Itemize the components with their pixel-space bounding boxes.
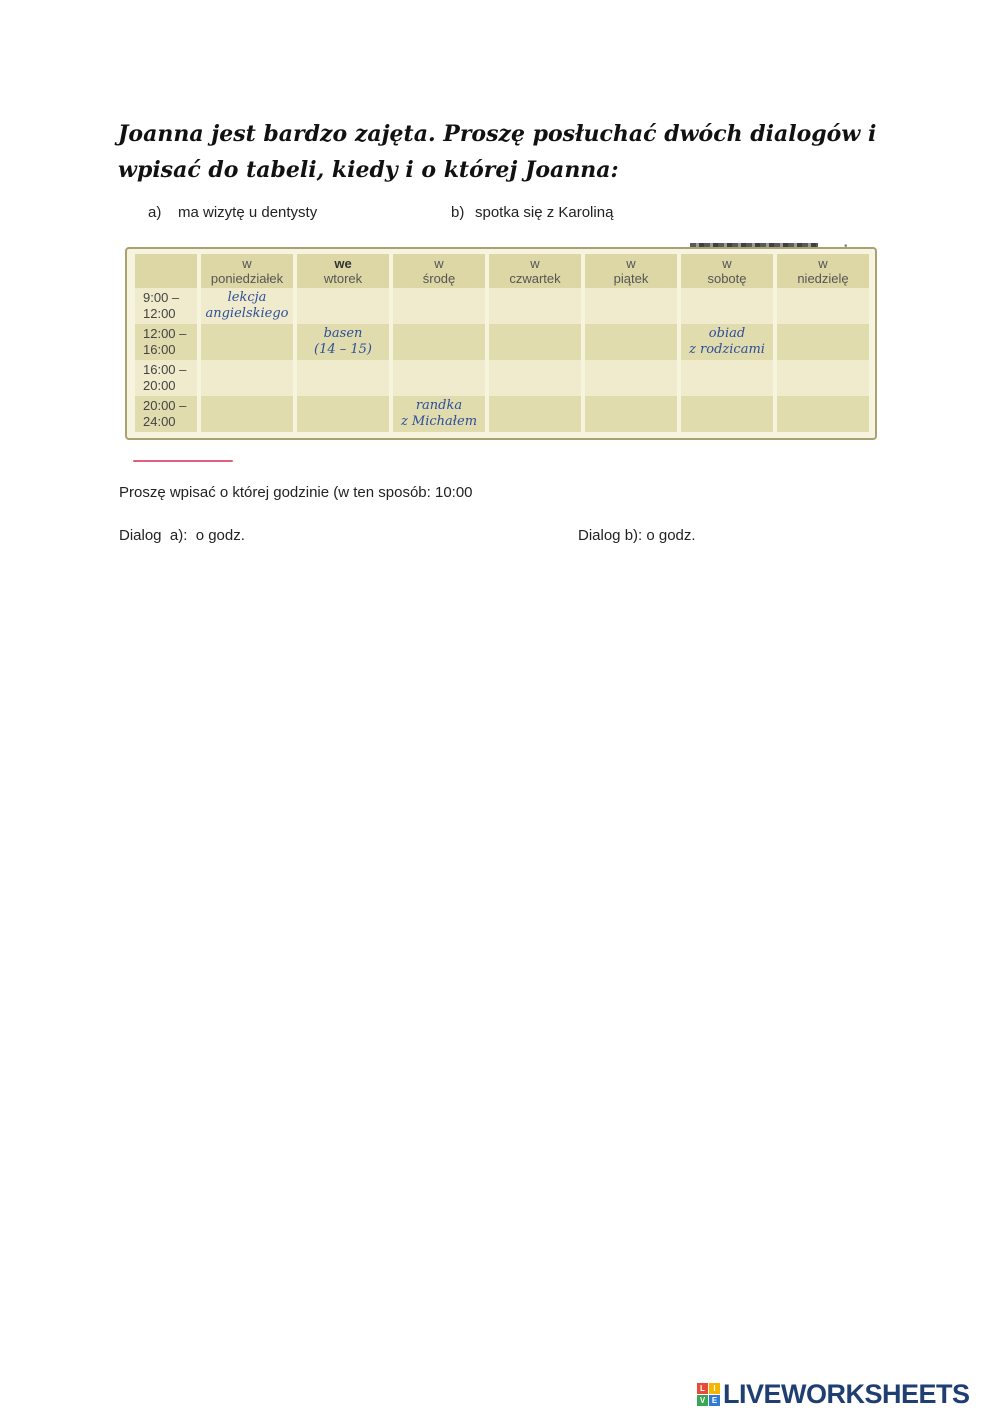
day-name: wtorek xyxy=(323,271,363,286)
task-a-marker: a) xyxy=(148,204,162,221)
task-a-text: ma wizytę u dentysty xyxy=(178,204,318,221)
day-header-monday xyxy=(201,254,293,288)
entry-line: basen xyxy=(323,326,363,341)
time-end: 16:00 xyxy=(143,342,176,357)
dialog-a-label: Dialog a): o godz. xyxy=(119,527,245,544)
logo-badge-icon xyxy=(697,1383,720,1406)
day-prep: w xyxy=(818,256,828,271)
worksheet-title: Joanna jest bardzo zajęta. Proszę posłuchać dwóch dialogów i wpisać do tabeli, kiedy i o której Joanna: xyxy=(118,121,877,183)
schedule-cell xyxy=(585,396,677,432)
time-slot xyxy=(135,324,197,360)
time-slot xyxy=(135,288,197,324)
schedule-table xyxy=(131,254,873,432)
schedule-cell xyxy=(777,324,869,360)
schedule-cell-monday xyxy=(201,288,293,324)
schedule-cell xyxy=(393,324,485,360)
entry-line: z rodzicami xyxy=(689,342,765,357)
schedule-row-20-24 xyxy=(135,396,869,432)
time-end: 20:00 xyxy=(143,378,176,393)
schedule-cell xyxy=(489,288,581,324)
entry-line: angielskiego xyxy=(205,306,289,321)
schedule-cell xyxy=(393,360,485,396)
day-prep: w xyxy=(722,256,732,271)
entry-line: obiad xyxy=(708,326,746,341)
task-b-text: spotka się z Karoliną xyxy=(475,204,614,221)
time-start: 20:00 – xyxy=(143,398,187,413)
instruction-text: Proszę wpisać o której godzinie (w ten sposób: 10:00 xyxy=(119,484,473,501)
entry-line: z Michałem xyxy=(400,414,478,429)
day-prep: we xyxy=(334,256,352,271)
logo-text: LIVEWORKSHEETS xyxy=(723,1378,970,1409)
day-prep: w xyxy=(434,256,444,271)
time-slot xyxy=(135,360,197,396)
day-header-wednesday xyxy=(393,254,485,288)
logo-badge-letter: L xyxy=(697,1383,708,1394)
schedule-cell-tuesday xyxy=(297,324,389,360)
day-prep: w xyxy=(626,256,636,271)
task-b xyxy=(451,204,613,221)
schedule-cell xyxy=(681,396,773,432)
time-end: 24:00 xyxy=(143,414,176,429)
schedule-row-9-12 xyxy=(135,288,869,324)
schedule-cell xyxy=(297,360,389,396)
day-prep: w xyxy=(242,256,252,271)
time-start: 12:00 – xyxy=(143,326,187,341)
schedule-cell xyxy=(201,396,293,432)
schedule-cell xyxy=(777,360,869,396)
day-header-saturday xyxy=(681,254,773,288)
schedule-cell xyxy=(777,396,869,432)
schedule-cell xyxy=(681,360,773,396)
schedule-header-row xyxy=(135,254,869,288)
day-name: środę xyxy=(422,271,456,286)
dialog-b-label: Dialog b): o godz. xyxy=(578,527,696,544)
day-header-friday xyxy=(585,254,677,288)
logo-badge-letter: I xyxy=(709,1383,720,1394)
red-underline xyxy=(133,460,233,462)
day-name: piątek xyxy=(613,271,649,286)
task-b-marker: b) xyxy=(451,204,465,221)
schedule-row-16-20 xyxy=(135,360,869,396)
entry-line: (14 – 15) xyxy=(314,342,372,357)
day-name: niedzielę xyxy=(797,271,849,286)
schedule-cell xyxy=(777,288,869,324)
entry-line: randka xyxy=(415,398,463,413)
schedule-cell xyxy=(393,288,485,324)
schedule-cell xyxy=(585,288,677,324)
time-start: 16:00 – xyxy=(143,362,187,377)
day-name: sobotę xyxy=(707,271,747,286)
schedule-cell xyxy=(201,324,293,360)
schedule-corner-cell xyxy=(135,254,197,288)
schedule-cell xyxy=(681,288,773,324)
day-prep: w xyxy=(530,256,540,271)
day-name: poniedziałek xyxy=(210,271,284,286)
time-slot xyxy=(135,396,197,432)
schedule-cell xyxy=(585,324,677,360)
time-end: 12:00 xyxy=(143,306,176,321)
schedule-cell xyxy=(297,288,389,324)
logo-badge-letter: V xyxy=(697,1395,708,1406)
entry-line: lekcja xyxy=(227,290,267,305)
schedule-cell xyxy=(489,324,581,360)
logo-badge-letter: E xyxy=(709,1395,720,1406)
schedule-cell-wednesday xyxy=(393,396,485,432)
schedule-cell xyxy=(585,360,677,396)
task-a xyxy=(148,204,317,221)
day-name: czwartek xyxy=(509,271,561,286)
day-header-sunday xyxy=(777,254,869,288)
schedule-cell xyxy=(489,396,581,432)
day-header-thursday xyxy=(489,254,581,288)
liveworksheets-logo xyxy=(697,1378,970,1410)
schedule-row-12-16 xyxy=(135,324,869,360)
day-header-tuesday xyxy=(297,254,389,288)
schedule-cell xyxy=(297,396,389,432)
schedule-cell xyxy=(489,360,581,396)
schedule-cell-saturday xyxy=(681,324,773,360)
time-start: 9:00 – xyxy=(143,290,180,305)
schedule-cell xyxy=(201,360,293,396)
